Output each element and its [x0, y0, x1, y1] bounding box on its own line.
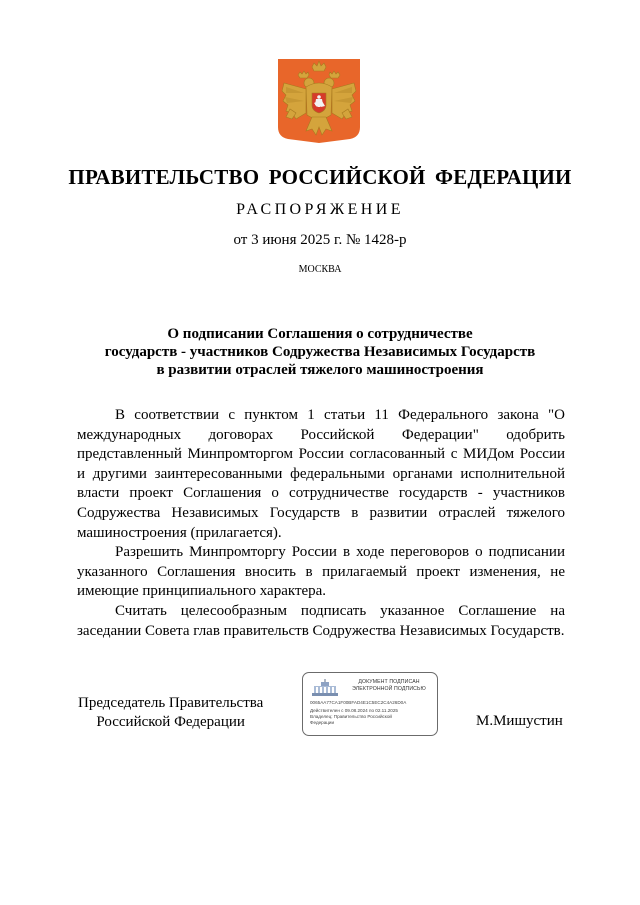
subject-line: в развитии отраслей тяжелого машиностроения — [156, 362, 484, 378]
body-paragraph: В соответствии с пунктом 1 статьи 11 Федерального закона "О международных договорах Российской Федерации" одобрить представленный Минпромторгом России согласованный с МИДом России и другими заинтересованными федеральными органами исполнительной власти проект Соглашения о сотрудничестве государств - участников Содружества Независимых Государств в развитии отраслей тяжелого машиностроения (прилагается). — [77, 407, 565, 541]
electronic-signature-stamp — [302, 672, 438, 736]
document-date-number: от 3 июня 2025 г. № 1428-р — [233, 232, 407, 248]
signatory-position-line: Председатель Правительства — [78, 695, 264, 711]
stamp-title — [343, 679, 435, 693]
subject-line: государств - участников Содружества Независимых Государств — [104, 344, 536, 360]
stamp-validity: Действителен с 09.08.2024 по 02.11.2025 — [310, 708, 398, 713]
signatory-position — [78, 694, 263, 732]
government-title: ПРАВИТЕЛЬСТВО РОССИЙСКОЙ ФЕДЕРАЦИИ — [68, 165, 572, 189]
document-subject — [60, 325, 580, 379]
document-city: МОСКВА — [298, 264, 342, 275]
stamp-certificate: 0065AA77CA1F00BFAD4E1C5EC2C4A26D0A — [310, 700, 407, 705]
government-building-icon — [311, 679, 339, 697]
document-body — [77, 406, 565, 641]
coat-of-arms-svg — [276, 57, 362, 143]
signatory-name: М.Мишустин — [476, 713, 563, 729]
body-paragraph: Считать целесообразным подписать указанное Соглашение на заседании Совета глав правительств Содружества Независимых Государств. — [77, 602, 565, 639]
subject-line: О подписании Соглашения о сотрудничестве — [167, 326, 473, 342]
coat-of-arms-icon — [276, 57, 362, 143]
signatory-position-line: Российской Федерации — [96, 714, 245, 730]
document-type: РАСПОРЯЖЕНИЕ — [236, 201, 404, 218]
stamp-title-line: ДОКУМЕНТ ПОДПИСАН — [358, 679, 420, 685]
body-paragraph: Разрешить Минпромторгу России в ходе переговоров о подписании указанного Соглашения вносить в прилагаемый проект изменения, не имеющие принципиального характера. — [77, 544, 565, 600]
stamp-owner: Федерации — [310, 720, 335, 725]
stamp-title-line: ЭЛЕКТРОННОЙ ПОДПИСЬЮ — [352, 686, 426, 692]
stamp-owner: Владелец: Правительство Российской — [310, 714, 392, 719]
